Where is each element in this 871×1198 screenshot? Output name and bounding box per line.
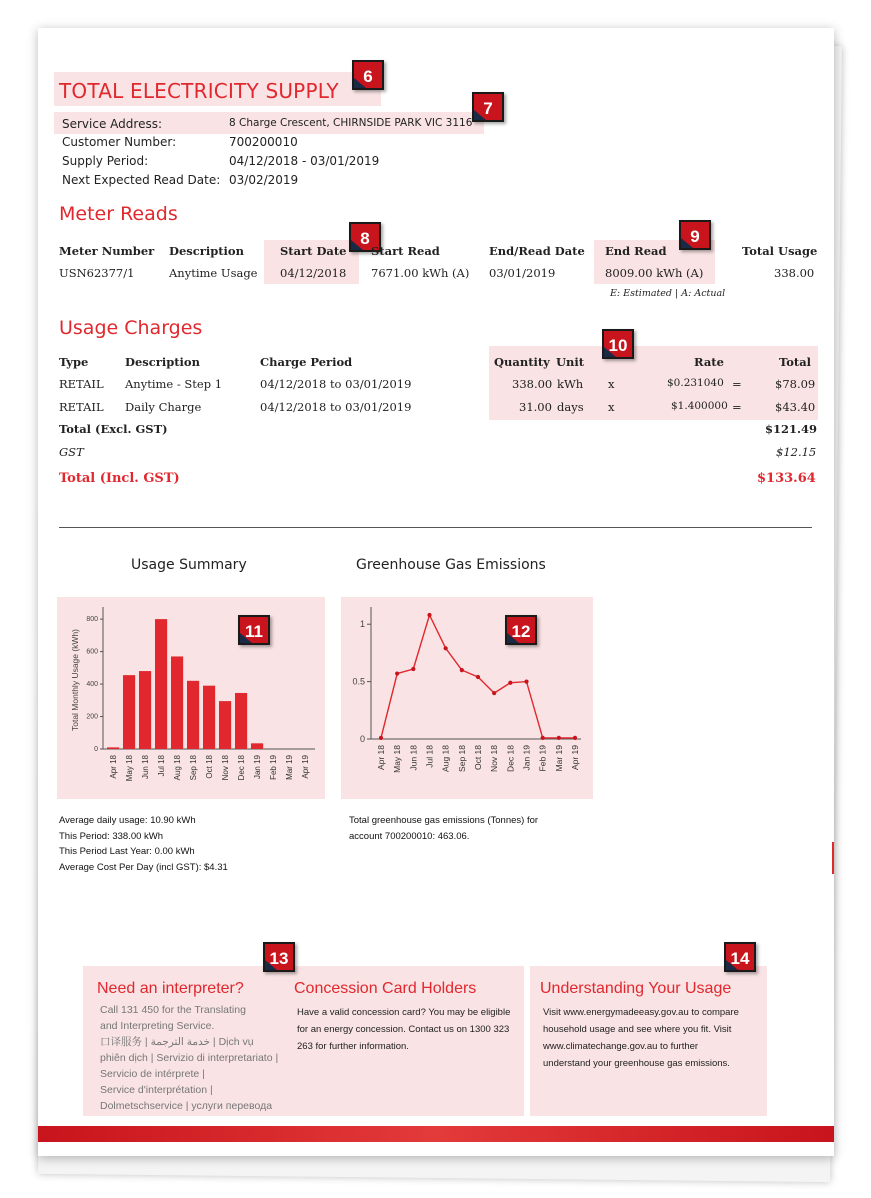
end-read-cell: 8009.00 kWh (A) — [605, 266, 704, 280]
usage-bar — [187, 681, 199, 749]
emissions-stats-line-2: account 700200010: 463.06. — [349, 830, 470, 842]
bar-y-tick-label: 0 — [94, 746, 98, 753]
charge-row-2-rate: $1.400000 — [671, 400, 728, 412]
badge-6: 6 — [352, 60, 384, 90]
emissions-point — [460, 668, 464, 672]
emissions-point — [541, 736, 545, 740]
charge-row-1-rate: $0.231040 — [667, 377, 724, 389]
understanding-body — [543, 1004, 765, 1072]
start-read-header: Start Read — [371, 244, 440, 258]
understanding-title: Understanding Your Usage — [540, 980, 732, 997]
end-read-date-header: End/Read Date — [489, 244, 585, 258]
charge-row-1-period: 04/12/2018 to 03/01/2019 — [260, 377, 412, 391]
badge-12: 12 — [505, 615, 537, 645]
charge-row-2-total: $43.40 — [775, 400, 816, 414]
bar-x-tick-label: May 18 — [125, 755, 135, 782]
total-usage-header: Total Usage — [742, 244, 818, 258]
start-date-cell: 04/12/2018 — [280, 266, 347, 280]
bar-x-tick-label: Apr 19 — [301, 755, 311, 779]
end-read-date-cell: 03/01/2019 — [489, 266, 556, 280]
bar-x-tick-label: Sep 18 — [189, 755, 199, 781]
interpreter-line-4: phiên dịch | Servizio di interpretariato | — [100, 1052, 279, 1064]
line-x-tick-label: Apr 19 — [570, 745, 580, 771]
emissions-point — [508, 681, 512, 685]
emissions-point — [427, 613, 431, 617]
next-read-label: Next Expected Read Date: — [62, 173, 221, 187]
bar-x-tick-label: Dec 18 — [237, 755, 247, 781]
understanding-line-2: household usage and see where you fit. Visit — [543, 1024, 732, 1035]
understanding-line-4: understand your greenhouse gas emissions. — [543, 1058, 730, 1069]
avg-cost-per-day: Average Cost Per Day (incl GST): $4.31 — [59, 861, 228, 873]
type-header: Type — [59, 355, 89, 369]
usage-bar-chart — [57, 597, 325, 799]
supply-period-label: Supply Period: — [62, 154, 149, 168]
supply-title: TOTAL ELECTRICITY SUPPLY — [59, 79, 339, 103]
emissions-point — [379, 736, 383, 740]
charge-row-2-period: 04/12/2018 to 03/01/2019 — [260, 400, 412, 414]
emissions-point — [395, 671, 399, 675]
concession-title: Concession Card Holders — [294, 980, 477, 997]
badge-9: 9 — [679, 220, 711, 250]
badge-8: 8 — [349, 222, 381, 252]
charge-row-1-quantity: 338.00 — [512, 377, 553, 391]
concession-line-2: for an energy concession. Contact us on 1300 323 — [297, 1024, 510, 1035]
bar-y-tick-label: 200 — [86, 713, 98, 721]
customer-number-label: Customer Number: — [62, 135, 177, 149]
usage-bar — [251, 743, 263, 749]
emissions-point — [557, 736, 561, 740]
bill-page — [38, 28, 834, 1156]
charge-row-1-unit: kWh — [557, 377, 584, 391]
avg-daily-usage: Average daily usage: 10.90 kWh — [59, 815, 196, 826]
understanding-line-1: Visit www.energymadeeasy.gov.au to compare — [543, 1007, 739, 1018]
charge-row-1-description: Anytime - Step 1 — [125, 377, 223, 391]
emissions-stats-line-1: Total greenhouse gas emissions (Tonnes) for — [349, 815, 539, 826]
charge-row-1-type: RETAIL — [59, 377, 104, 391]
bar-y-tick-label: 800 — [86, 616, 98, 624]
line-x-tick-label: Mar 19 — [553, 745, 564, 772]
badge-7: 7 — [472, 92, 504, 122]
usage-bar — [155, 619, 167, 749]
gst-value: $12.15 — [776, 445, 817, 459]
line-x-tick-label: Feb 19 — [537, 745, 548, 772]
interpreter-title: Need an interpreter? — [97, 980, 244, 997]
interpreter-line-6: Service d'interprétation | — [100, 1084, 213, 1096]
charge-row-2-description: Daily Charge — [125, 400, 202, 414]
emissions-point — [492, 691, 496, 695]
total-header: Total — [779, 355, 812, 369]
bar-x-tick-label: Apr 18 — [109, 755, 119, 779]
bar-x-tick-label: Mar 19 — [285, 755, 295, 780]
emissions-stats — [349, 813, 538, 844]
next-read-value: 03/02/2019 — [229, 173, 299, 187]
emissions-point — [524, 680, 528, 684]
total-usage-cell: 338.00 — [774, 266, 815, 280]
line-x-tick-label: Jun 18 — [408, 745, 419, 771]
supply-period-value: 04/12/2018 - 03/01/2019 — [229, 154, 380, 168]
usage-summary-title: Usage Summary — [131, 557, 247, 573]
usage-bar — [219, 701, 231, 749]
bar-x-tick-label: Aug 18 — [173, 755, 183, 781]
line-x-tick-label: May 18 — [392, 745, 403, 773]
line-y-tick-label: 0 — [359, 734, 365, 744]
interpreter-line-5: Servicio de intérprete | — [100, 1068, 205, 1080]
charge-row-1-equals: = — [732, 377, 742, 391]
bar-y-tick-label: 400 — [86, 681, 98, 689]
total-excl-gst-label: Total (Excl. GST) — [59, 422, 168, 436]
line-x-tick-label: Oct 18 — [473, 745, 483, 771]
bar-x-tick-label: Jun 18 — [141, 755, 151, 780]
line-y-tick-label: 1 — [359, 619, 365, 630]
meter-number-cell: USN62377/1 — [59, 266, 135, 280]
gst-label: GST — [59, 445, 84, 459]
charge-row-2-unit: days — [557, 400, 584, 414]
charge-period-header: Charge Period — [260, 355, 353, 369]
line-y-tick-label: 0.5 — [352, 676, 365, 687]
bar-x-tick-label: Feb 19 — [269, 755, 279, 780]
line-x-tick-label: Jul 18 — [424, 745, 435, 768]
badge-14: 14 — [724, 942, 756, 972]
emissions-title: Greenhouse Gas Emissions — [356, 557, 546, 573]
start-read-cell: 7671.00 kWh (A) — [371, 266, 470, 280]
charge-row-2-type: RETAIL — [59, 400, 104, 414]
interpreter-line-7: Dolmetschservice | услуги перевода — [100, 1100, 273, 1112]
bar-x-tick-label: Jan 19 — [253, 755, 263, 780]
usage-bar — [107, 747, 119, 749]
customer-number-value: 700200010 — [229, 135, 298, 149]
charge-row-1-total: $78.09 — [775, 377, 816, 391]
usage-bar — [139, 671, 151, 749]
total-incl-gst-value: $133.64 — [757, 471, 816, 486]
interpreter-line-1: Call 131 450 for the Translating — [100, 1004, 246, 1016]
charge-row-2-equals: = — [732, 400, 742, 414]
usage-charges-title: Usage Charges — [59, 317, 203, 339]
total-incl-gst-label: Total (Incl. GST) — [59, 471, 180, 486]
end-read-header: End Read — [605, 244, 667, 258]
understanding-line-3: www.climatechange.gov.au to further — [543, 1041, 699, 1052]
bar-x-tick-label: Oct 18 — [205, 755, 215, 779]
usage-stats — [59, 813, 228, 875]
emissions-point — [573, 736, 577, 740]
bar-x-tick-label: Nov 18 — [221, 755, 231, 781]
edge-mark — [832, 842, 834, 874]
line-x-tick-label: Jan 19 — [521, 745, 532, 771]
meter-description-header: Description — [169, 244, 244, 258]
service-address-label: Service Address: — [62, 117, 162, 131]
interpreter-line-2: and Interpreting Service. — [100, 1020, 215, 1032]
concession-line-3: 263 for further information. — [297, 1041, 409, 1052]
bar-y-tick-label: 600 — [86, 648, 98, 656]
line-x-tick-label: Nov 18 — [489, 745, 500, 772]
usage-bar — [171, 656, 183, 749]
rate-header: Rate — [694, 355, 724, 369]
usage-bar — [203, 686, 215, 749]
footer-red-bar — [38, 1126, 834, 1142]
line-x-tick-label: Apr 18 — [376, 745, 386, 771]
unit-header: Unit — [556, 355, 585, 369]
this-period-usage: This Period: 338.00 kWh — [59, 830, 164, 842]
emissions-point — [476, 675, 480, 679]
line-x-tick-label: Dec 18 — [505, 745, 516, 772]
start-date-header: Start Date — [280, 244, 347, 258]
bar-x-tick-label: Jul 18 — [157, 755, 167, 777]
usage-bar — [235, 693, 247, 749]
badge-13: 13 — [263, 942, 295, 972]
meter-description-cell: Anytime Usage — [169, 266, 258, 280]
section-divider — [59, 527, 812, 528]
emissions-point — [411, 667, 415, 671]
charge-row-1-x: x — [608, 377, 615, 391]
total-excl-gst-value: $121.49 — [765, 422, 818, 436]
badge-10: 10 — [602, 329, 634, 359]
concession-body — [297, 1004, 522, 1055]
bar-y-axis-label: Total Monthly Usage (kWh) — [70, 628, 80, 732]
charge-row-2-quantity: 31.00 — [519, 400, 552, 414]
usage-bar — [123, 675, 135, 749]
badge-11: 11 — [238, 615, 270, 645]
line-x-tick-label: Sep 18 — [456, 745, 467, 772]
interpreter-line-3: 口译服务 | خدمة الترجمة | Dịch vụ — [100, 1036, 254, 1048]
last-year-usage: This Period Last Year: 0.00 kWh — [59, 846, 195, 857]
service-address-value: 8 Charge Crescent, CHIRNSIDE PARK VIC 3116 — [229, 117, 473, 129]
charge-row-2-x: x — [608, 400, 615, 414]
interpreter-body — [100, 1002, 286, 1114]
meter-reads-title: Meter Reads — [59, 203, 178, 225]
emissions-point — [444, 646, 448, 650]
emissions-line-chart — [341, 597, 593, 799]
quantity-header: Quantity — [494, 355, 550, 369]
line-x-tick-label: Aug 18 — [440, 745, 451, 772]
meter-number-header: Meter Number — [59, 244, 155, 258]
read-type-note: E: Estimated | A: Actual — [610, 288, 726, 299]
description-header: Description — [125, 355, 200, 369]
concession-line-1: Have a valid concession card? You may be eligible — [297, 1007, 511, 1018]
